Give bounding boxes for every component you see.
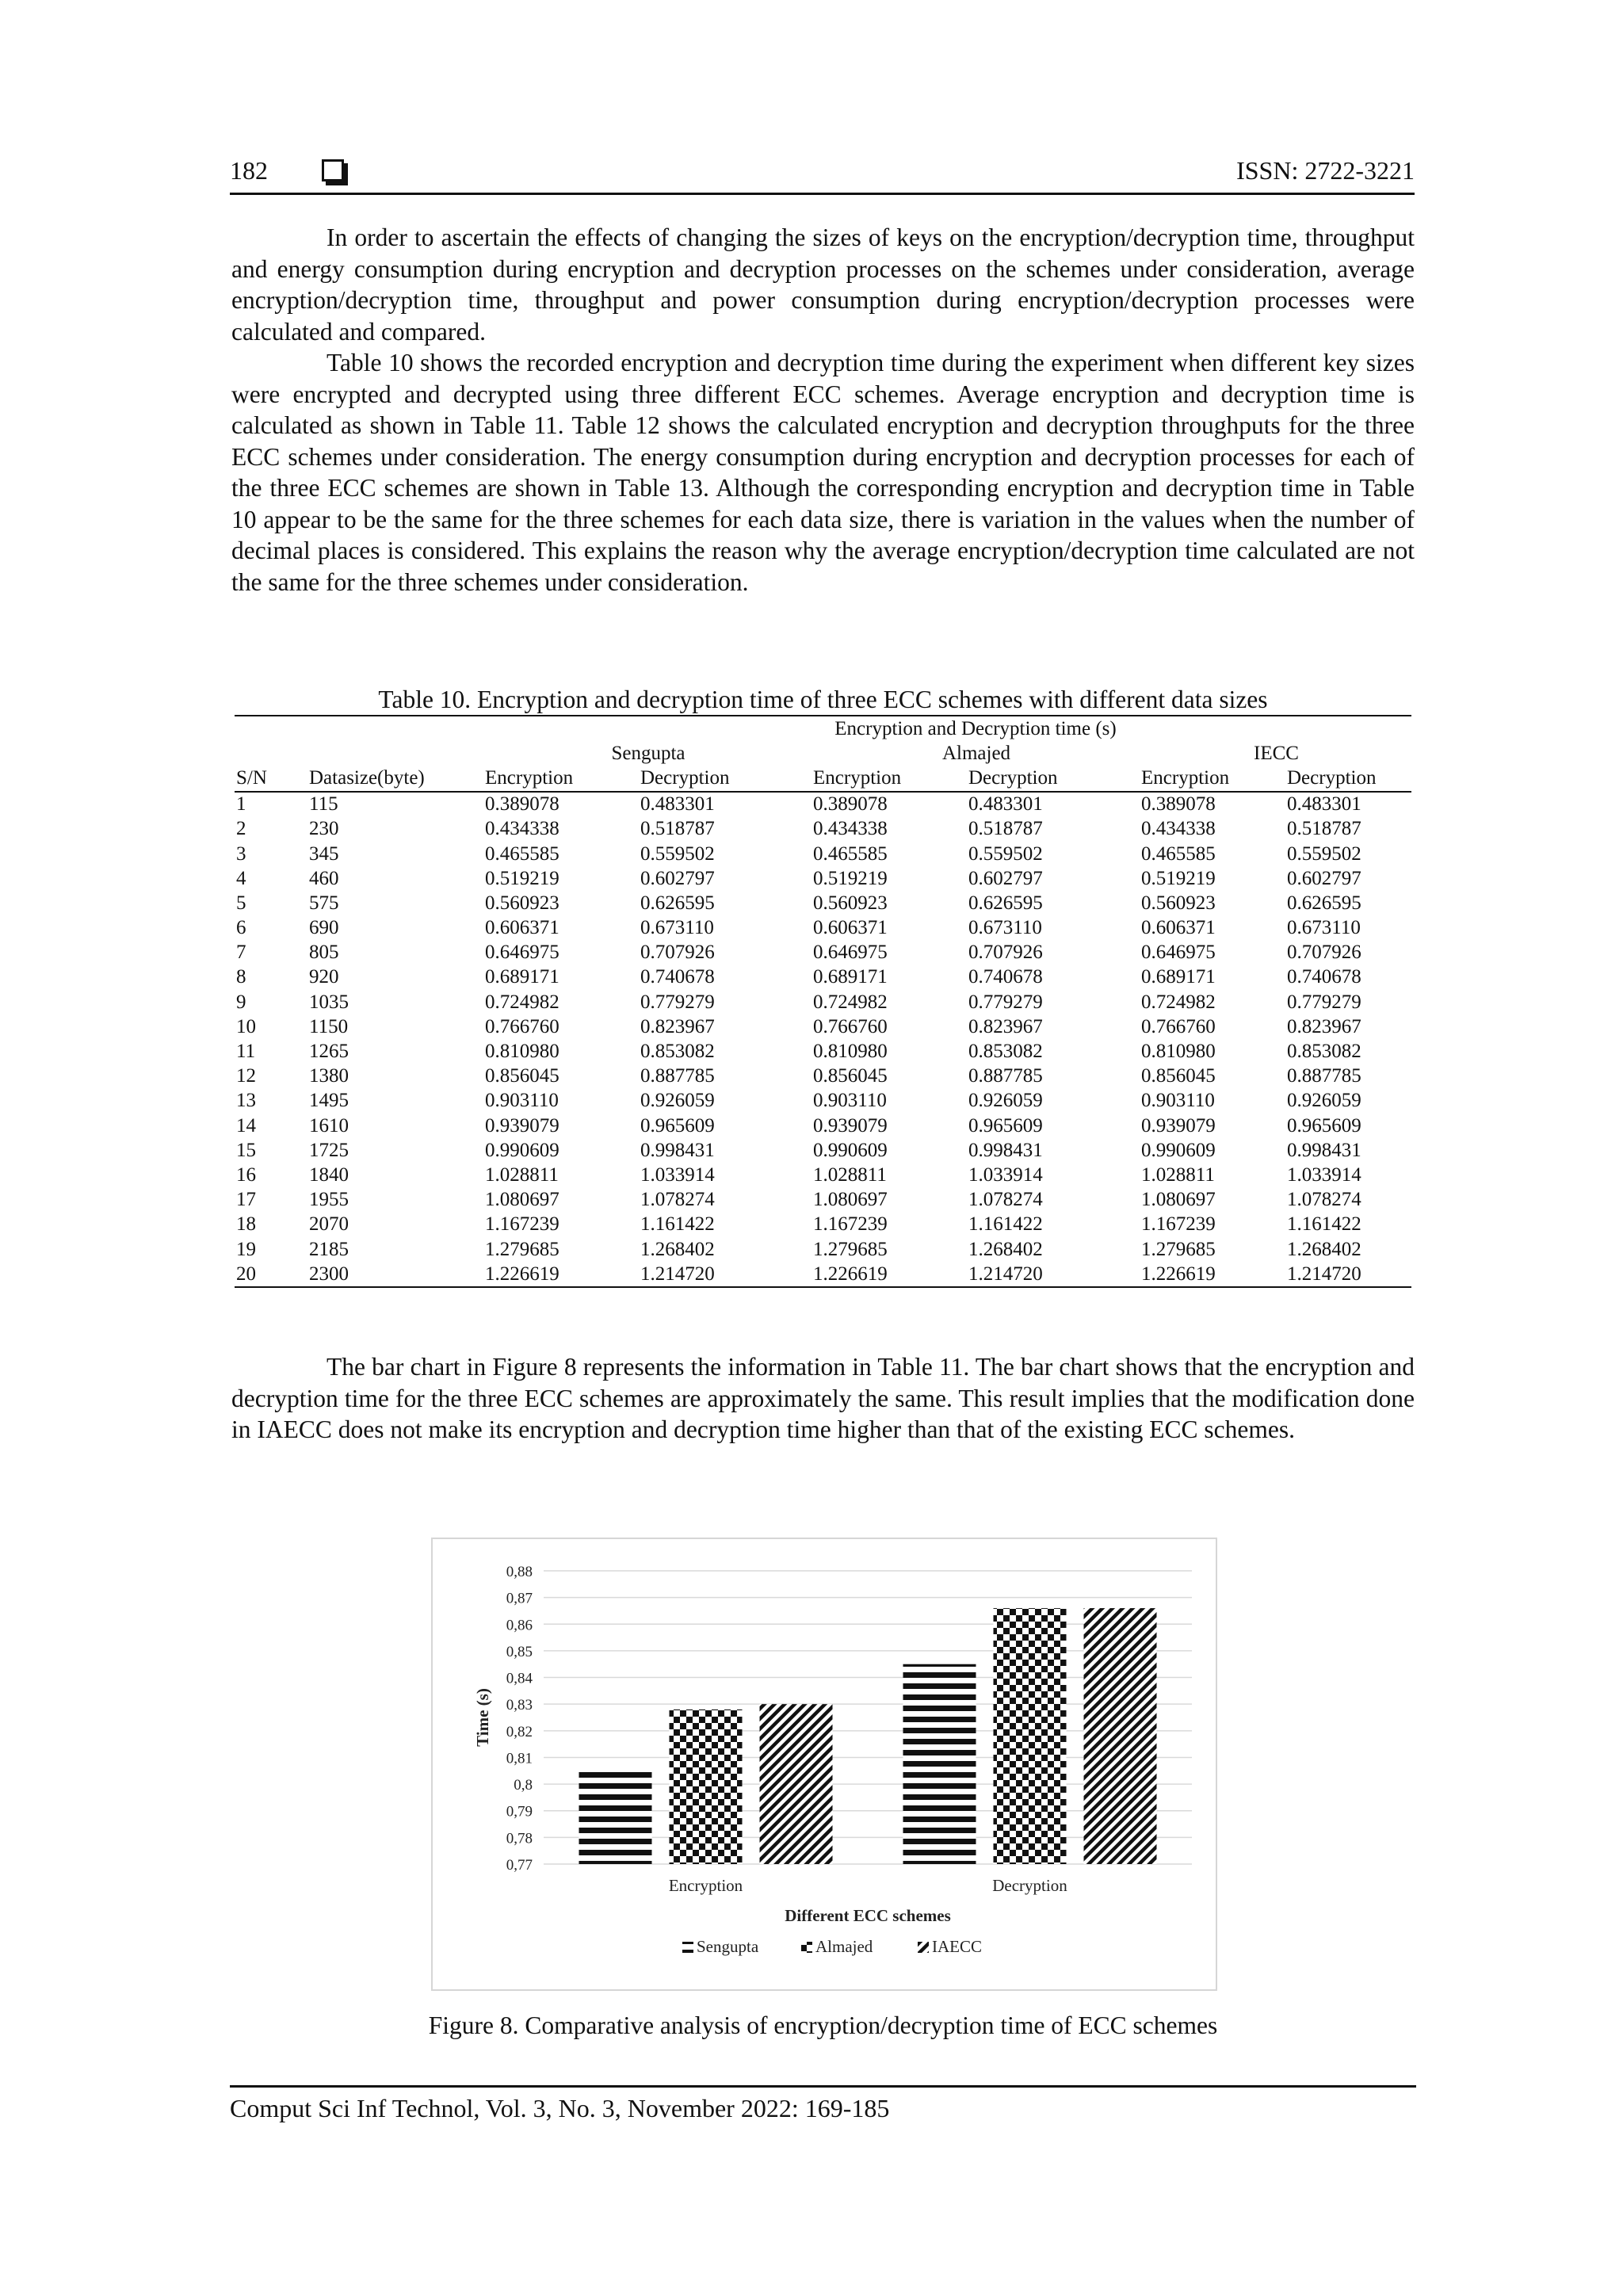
table-cell: 0.519219 <box>485 867 559 889</box>
table-cell: 0.707926 <box>1287 942 1361 964</box>
table-cell: 0.853082 <box>1287 1041 1361 1063</box>
table-caption: Table 10. Encryption and decryption time of three ECC schemes with different data sizes <box>378 686 1268 713</box>
table-cell: 0.965609 <box>640 1114 715 1137</box>
table-cell: 0.810980 <box>1141 1041 1216 1063</box>
table-group-header-row <box>235 716 1411 741</box>
bar-almajed-encryption <box>670 1710 743 1864</box>
y-tick-label: 0,88 <box>506 1564 533 1580</box>
table-cell: 0.990609 <box>485 1139 559 1161</box>
bar-sengupta-decryption <box>903 1664 976 1864</box>
scheme-header: Almajed <box>941 742 1011 764</box>
table-cell: 0.389078 <box>485 793 559 816</box>
table-cell: 0.434338 <box>1141 818 1216 840</box>
table-cell: 460 <box>309 867 339 889</box>
table-cell: 0.673110 <box>640 917 714 939</box>
table-cell: 805 <box>309 942 339 964</box>
column-header: Encryption <box>1140 766 1285 791</box>
paragraph-2: Table 10 shows the recorded encryption and decryption time during the experiment when different key sizes were encrypted and decrypted using three different ECC schemes. Average encryption and decryption time is calculated as shown in Table 11. Table 12 shows the calculated encryption and decryption throughputs for the three ECC schemes under consideration. The energy consumption during encryption and decryption processes for each of the three ECC schemes are shown in Table 13. Although the corresponding encryption and decryption time in Table 10 appear to be the same for the three schemes for each data size, there is variation in the values when the number of decimal places is considered. This explains the reason why the average encryption/decryption time calculated are not the same for the three schemes under consideration. <box>231 349 1415 596</box>
table-cell: 0.810980 <box>813 1041 888 1063</box>
table-cell: 1150 <box>309 1015 349 1037</box>
table-row <box>235 1163 1411 1187</box>
y-tick-label: 0,78 <box>506 1830 533 1847</box>
table-row <box>235 990 1411 1014</box>
table-cell: 0.465585 <box>485 842 559 865</box>
table-cell: 0.965609 <box>1287 1114 1361 1137</box>
table-cell: 1840 <box>309 1163 349 1186</box>
table-cell: 0.998431 <box>968 1139 1043 1161</box>
table-cell: 0.766760 <box>813 1015 888 1037</box>
table-cell: 0.689171 <box>485 966 559 988</box>
table-cell: 12 <box>236 1065 256 1087</box>
table-cell: 13 <box>236 1090 256 1112</box>
table-row <box>235 916 1411 941</box>
table-cell: 0.903110 <box>1141 1090 1215 1112</box>
table-cell: 0.740678 <box>968 966 1043 988</box>
table-cell: 0.926059 <box>640 1090 715 1112</box>
table-cell: 575 <box>309 892 339 914</box>
table-cell: 0.560923 <box>1141 892 1216 914</box>
table-cell: 0.939079 <box>485 1114 559 1137</box>
table-cell: 0.673110 <box>968 917 1042 939</box>
table-cell: 0.483301 <box>968 793 1043 816</box>
table-cell: 19 <box>236 1238 256 1260</box>
table-cell: 0.965609 <box>968 1114 1043 1137</box>
table-cell: 0.998431 <box>1287 1139 1361 1161</box>
table-row <box>235 965 1411 990</box>
table-cell: 8 <box>236 966 246 988</box>
table-cell: 115 <box>309 793 338 816</box>
y-tick-label: 0,86 <box>506 1617 533 1634</box>
table-cell: 0.823967 <box>640 1015 715 1037</box>
table-cell: 0.689171 <box>813 966 888 988</box>
table-subheader-row <box>235 766 1411 791</box>
table-cell: 1035 <box>309 991 349 1013</box>
table-cell: 0.779279 <box>640 991 715 1013</box>
running-footer <box>230 2085 1416 2123</box>
table-cell: 2300 <box>307 1262 483 1287</box>
table-cell: 1.226619 <box>812 1262 967 1287</box>
table-cell: 0.724982 <box>485 991 559 1013</box>
table-row <box>235 891 1411 915</box>
table-cell: 1.080697 <box>813 1189 888 1211</box>
table-cell: 1.268402 <box>640 1238 715 1260</box>
table-cell: 0.724982 <box>813 991 888 1013</box>
table-cell: 0.990609 <box>1141 1139 1216 1161</box>
table-cell: 0.990609 <box>813 1139 888 1161</box>
table-cell: 0.766760 <box>485 1015 559 1037</box>
table-cell: 0.903110 <box>485 1090 559 1112</box>
table-row <box>235 1213 1411 1237</box>
figure-caption: Figure 8. Comparative analysis of encryption/decryption time of ECC schemes <box>428 2011 1218 2039</box>
table-cell: 2185 <box>309 1238 349 1260</box>
table-cell: 14 <box>236 1114 256 1137</box>
x-axis-title: Different ECC schemes <box>785 1906 951 1925</box>
table-cell: 0.926059 <box>1287 1090 1361 1112</box>
table-cell: 0.389078 <box>1141 793 1216 816</box>
table-cell: 1.167239 <box>485 1213 559 1236</box>
x-tick-label: Decryption <box>992 1876 1067 1895</box>
column-header: Encryption <box>812 766 967 791</box>
table-cell: 0.887785 <box>968 1065 1043 1087</box>
y-tick-label: 0,79 <box>506 1803 533 1820</box>
table-cell: 1.214720 <box>639 1262 812 1287</box>
table-cell: 0.518787 <box>968 818 1043 840</box>
table-row <box>235 1237 1411 1262</box>
table-cell: 0.779279 <box>1287 991 1361 1013</box>
table-scheme-row <box>235 741 1411 766</box>
legend-label: Sengupta <box>697 1937 759 1956</box>
table-cell: 0.939079 <box>1141 1114 1216 1137</box>
table-row <box>235 1138 1411 1163</box>
y-tick-label: 0,77 <box>506 1857 533 1874</box>
legend-label: Almajed <box>815 1937 873 1956</box>
table-cell: 6 <box>236 917 246 939</box>
y-tick-label: 0,81 <box>506 1750 533 1767</box>
table-cell: 15 <box>236 1139 256 1161</box>
issn: ISSN: 2722-3221 <box>1236 156 1415 185</box>
table-cell: 1.167239 <box>813 1213 888 1236</box>
table-cell: 9 <box>236 991 246 1013</box>
table-cell: 0.998431 <box>640 1139 715 1161</box>
table-cell: 0.559502 <box>968 842 1043 865</box>
y-tick-label: 0,84 <box>506 1670 533 1687</box>
table-cell: 0.560923 <box>485 892 559 914</box>
x-tick-label: Encryption <box>668 1876 743 1895</box>
table-cell: 0.518787 <box>1287 818 1361 840</box>
group-header: Encryption and Decryption time (s) <box>834 717 1117 739</box>
page-number: 182 <box>230 156 268 185</box>
table-cell: 0.823967 <box>1287 1015 1361 1037</box>
table-cell: 1.078274 <box>1287 1189 1361 1211</box>
column-header: Datasize(byte) <box>307 766 483 791</box>
table-cell: 1 <box>236 793 246 816</box>
table-row <box>235 1014 1411 1039</box>
journal-citation: Comput Sci Inf Technol, Vol. 3, No. 3, November 2022: 169-185 <box>230 2094 890 2122</box>
table-cell: 4 <box>236 867 246 889</box>
table-cell: 920 <box>309 966 339 988</box>
legend-swatch <box>682 1942 693 1953</box>
table-cell: 0.887785 <box>640 1065 715 1087</box>
table-cell: 0.887785 <box>1287 1065 1361 1087</box>
table-cell: 0.939079 <box>813 1114 888 1137</box>
table-cell: 0.646975 <box>485 942 559 964</box>
bar-iaecc-decryption <box>1084 1608 1157 1864</box>
table-cell: 0.740678 <box>640 966 715 988</box>
table-cell: 1.028811 <box>813 1163 887 1186</box>
table-cell: 1.268402 <box>1287 1238 1361 1260</box>
table-cell: 0.779279 <box>968 991 1043 1013</box>
table-cell: 11 <box>236 1041 256 1063</box>
bar-chart <box>433 1539 1216 1989</box>
table-cell: 3 <box>236 842 246 865</box>
table-cell: 345 <box>309 842 339 865</box>
table-cell: 1.226619 <box>1140 1262 1285 1287</box>
legend-swatch <box>918 1942 929 1953</box>
y-tick-label: 0,8 <box>514 1777 533 1794</box>
table-cell: 17 <box>236 1189 256 1211</box>
table-cell: 1.161422 <box>968 1213 1043 1236</box>
table-cell: 0.766760 <box>1141 1015 1216 1037</box>
table-cell: 0.602797 <box>968 867 1043 889</box>
table-cell: 1610 <box>309 1114 349 1137</box>
table-cell: 0.926059 <box>968 1090 1043 1112</box>
table-cell: 1.028811 <box>485 1163 559 1186</box>
paragraph-1: In order to ascertain the effects of changing the sizes of keys on the encryption/decryption time, throughput and energy consumption during encryption and decryption processes on the schemes under consideration, average encryption/decryption time, throughput and power consumption during encryption/decryption processes were calculated and compared. <box>231 223 1415 346</box>
table-cell: 16 <box>236 1163 256 1186</box>
table-cell: 1.033914 <box>640 1163 715 1186</box>
table-row <box>235 1188 1411 1213</box>
table-cell: 10 <box>236 1015 256 1037</box>
table-cell: 0.673110 <box>1287 917 1361 939</box>
table-cell: 0.518787 <box>640 818 715 840</box>
table-row <box>235 792 1411 817</box>
table-cell: 0.465585 <box>813 842 888 865</box>
table-cell: 0.626595 <box>968 892 1043 914</box>
table-cell: 0.389078 <box>813 793 888 816</box>
table-cell: 1380 <box>309 1065 349 1087</box>
y-tick-label: 0,82 <box>506 1723 533 1740</box>
table-cell: 1.279685 <box>485 1238 559 1260</box>
table-cell: 0.559502 <box>1287 842 1361 865</box>
table-row <box>235 1039 1411 1064</box>
table-row <box>235 1064 1411 1089</box>
table-cell: 1.167239 <box>1141 1213 1216 1236</box>
bar-almajed-decryption <box>994 1608 1067 1864</box>
table-cell: 5 <box>236 892 246 914</box>
legend-swatch <box>801 1942 812 1953</box>
table-cell: 18 <box>236 1213 256 1236</box>
table-cell: 0.602797 <box>640 867 715 889</box>
legend-label: IAECC <box>932 1937 982 1956</box>
column-header: Decryption <box>1285 766 1411 791</box>
figure-frame <box>431 1538 1217 1991</box>
table-cell: 0.856045 <box>813 1065 888 1087</box>
table-cell: 1.080697 <box>485 1189 559 1211</box>
table-cell: 0.740678 <box>1287 966 1361 988</box>
table-cell: 0.483301 <box>1287 793 1361 816</box>
table-cell: 0.559502 <box>640 842 715 865</box>
table-cell: 0.724982 <box>1141 991 1216 1013</box>
table-cell: 1955 <box>309 1189 349 1211</box>
table-cell: 1.161422 <box>640 1213 715 1236</box>
table-cell: 0.434338 <box>813 818 888 840</box>
table-cell: 1.078274 <box>968 1189 1043 1211</box>
data-table <box>235 715 1411 1288</box>
table-cell: 230 <box>309 818 339 840</box>
table-cell: 0.434338 <box>485 818 559 840</box>
table-cell: 1.161422 <box>1287 1213 1361 1236</box>
table-row <box>235 1114 1411 1138</box>
table-cell: 0.519219 <box>1141 867 1216 889</box>
table-cell: 1725 <box>309 1139 349 1161</box>
table-cell: 1.268402 <box>968 1238 1043 1260</box>
table-cell: 2070 <box>309 1213 349 1236</box>
column-header: Decryption <box>967 766 1140 791</box>
table-cell: 1265 <box>309 1041 349 1063</box>
table-cell: 1.279685 <box>813 1238 888 1260</box>
table-cell: 0.646975 <box>1141 942 1216 964</box>
bar-iaecc-encryption <box>760 1704 833 1864</box>
table-cell: 1.279685 <box>1141 1238 1216 1260</box>
table-cell: 1.080697 <box>1141 1189 1216 1211</box>
table-cell: 1495 <box>309 1090 349 1112</box>
table-cell: 690 <box>309 917 339 939</box>
table-cell: 20 <box>235 1262 307 1287</box>
column-header: Decryption <box>639 766 812 791</box>
table-cell: 2 <box>236 818 246 840</box>
paragraph-3: The bar chart in Figure 8 represents the information in Table 11. The bar chart shows that the encryption and decryption time for the three ECC schemes are approximately the same. This result implies that the modification done in IAECC does not make its encryption and decryption time higher than that of the existing ECC schemes. <box>231 1353 1415 1443</box>
table-cell: 1.078274 <box>640 1189 715 1211</box>
table-cell: 0.519219 <box>813 867 888 889</box>
table-cell: 1.214720 <box>967 1262 1140 1287</box>
y-axis-title: Time (s) <box>473 1688 492 1747</box>
table-row <box>235 817 1411 842</box>
table-cell: 0.606371 <box>485 917 559 939</box>
table-cell: 0.483301 <box>640 793 715 816</box>
table-row <box>235 866 1411 891</box>
table-row <box>235 1262 1411 1287</box>
table-cell: 0.626595 <box>1287 892 1361 914</box>
table-cell: 0.856045 <box>485 1065 559 1087</box>
y-tick-label: 0,83 <box>506 1697 533 1714</box>
table-cell: 0.602797 <box>1287 867 1361 889</box>
table-cell: 0.606371 <box>813 917 888 939</box>
table-cell: 0.856045 <box>1141 1065 1216 1087</box>
table-cell: 0.707926 <box>968 942 1043 964</box>
table-row <box>235 1089 1411 1114</box>
table-cell: 0.689171 <box>1141 966 1216 988</box>
running-header <box>230 156 1415 195</box>
column-header: S/N <box>235 766 307 791</box>
table-cell: 1.028811 <box>1141 1163 1215 1186</box>
scheme-header: IECC <box>1254 742 1299 764</box>
scheme-header: Sengupta <box>611 742 685 764</box>
table-cell: 7 <box>236 942 246 964</box>
table-cell: 0.853082 <box>640 1041 715 1063</box>
table-cell: 1.226619 <box>483 1262 639 1287</box>
table-cell: 0.560923 <box>813 892 888 914</box>
table-cell: 0.465585 <box>1141 842 1216 865</box>
table-row <box>235 842 1411 866</box>
table-cell: 1.033914 <box>1287 1163 1361 1186</box>
table-row <box>235 941 1411 965</box>
table-cell: 0.707926 <box>640 942 715 964</box>
table-cell: 0.823967 <box>968 1015 1043 1037</box>
table-cell: 0.626595 <box>640 892 715 914</box>
table-cell: 0.810980 <box>485 1041 559 1063</box>
table-cell: 1.033914 <box>968 1163 1043 1186</box>
square-bullet-icon <box>322 159 344 181</box>
table-cell: 0.606371 <box>1141 917 1216 939</box>
table-cell: 0.903110 <box>813 1090 887 1112</box>
table-cell: 0.853082 <box>968 1041 1043 1063</box>
y-tick-label: 0,87 <box>506 1590 533 1607</box>
table-cell: 0.646975 <box>813 942 888 964</box>
bar-sengupta-encryption <box>579 1771 652 1864</box>
table-cell: 1.214720 <box>1285 1262 1411 1287</box>
column-header: Encryption <box>483 766 639 791</box>
y-tick-label: 0,85 <box>506 1643 533 1660</box>
